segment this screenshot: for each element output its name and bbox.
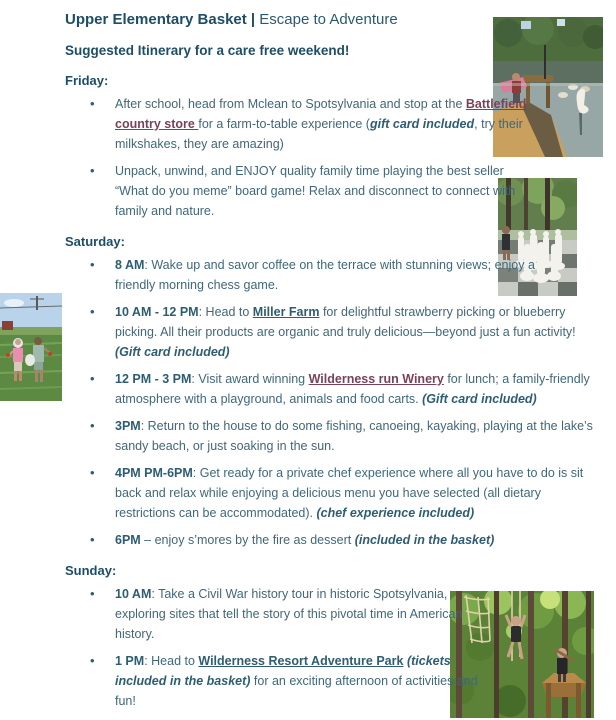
text-segment: – enjoy s’mores by the fire as dessert [140,533,355,547]
text-segment: 6PM [115,533,141,547]
text-segment: gift card included [369,117,475,131]
text-segment: (tickets included in the basket) [115,654,451,688]
list-item-saturday-10am [65,302,595,362]
list-item-saturday-6pm [65,530,616,550]
text-segment: 8 AM [115,258,145,272]
text-segment: 3PM [115,419,141,433]
page-title [65,10,616,30]
list-item-friday-1 [65,94,530,154]
doc-link[interactable]: Battlefield country store [115,97,527,131]
text-segment: : Head to [198,305,253,319]
text-segment: 4PM PM-6PM [115,466,193,480]
text-segment: : Visit award winning [191,372,309,386]
text-segment: : Take a Civil War history tour in historic Spotsylvania, exploring sites that tell the story of this pivotal time in American history. [115,587,463,641]
section-heading-friday: Friday: [65,73,109,88]
text-segment: Unpack, unwind, and ENJOY quality family time playing the best seller “What do you meme” board game! Relax and disconnect to connect with family and nature. [115,164,516,218]
doc-link[interactable]: Wilderness run Winery [308,372,444,386]
itinerary-subtitle: Suggested Itinerary for a care free weekend! [65,43,350,58]
list-item-saturday-12pm [65,369,590,409]
text-segment: 10 AM - 12 PM [115,305,199,319]
text-segment: : Head to [144,654,199,668]
text-segment: : Wake up and savor coffee on the terrace with stunning views; enjoy a friendly morning chess game. [115,258,535,292]
text-segment: 12 PM - 3 PM [115,372,192,386]
text-segment: , try their milkshakes, they are amazing) [115,117,523,151]
list-item-saturday-4pm [65,463,600,523]
list-item-saturday-8am [65,255,538,295]
text-segment: 1 PM [115,654,145,668]
list-item-saturday-3pm [65,416,598,456]
text-segment: for lunch; a family-friendly atmosphere with a playground, animals and food carts. [115,372,590,406]
text-segment: (Gift card included) [115,345,230,359]
list-item-friday-2 [65,161,540,221]
text-segment: : Get ready for a private chef experience where all you have to do is sit back and relax while enjoying a delicious menu you have selected (all dietary restrictions can be accommodated). [115,466,584,520]
text-segment: (Gift card included) [422,392,537,406]
text-segment: (chef experience included) [316,506,475,520]
section-heading-saturday: Saturday: [65,234,125,249]
list-item-sunday-10am [65,584,487,644]
section-heading-sunday: Sunday: [65,563,117,578]
text-segment: (included in the basket) [354,533,495,547]
title-subtitle: Escape to Adventure [255,11,398,28]
text-segment: 10 AM [115,587,152,601]
text-segment: for a farm-to-table experience ( [198,117,370,131]
text-segment: : Return to the house to do some fishing, canoeing, kayaking, playing at the lake’s sandy beach, or just soaking in the sun. [115,419,593,453]
doc-link[interactable]: Miller Farm [252,305,320,319]
text-segment: for delightful strawberry picking or blueberry picking. All their products are organic and truly delicious—beyond just a fun activity! [115,305,576,339]
doc-link[interactable]: Wilderness Resort Adventure Park [198,654,404,668]
list-item-sunday-1pm [65,651,498,711]
title-main: Upper Elementary Basket | [65,11,256,28]
text-segment: for an exciting afternoon of activities and fun! [115,674,478,708]
text-segment: After school, head from Mclean to Spotsylvania and stop at the [115,97,466,111]
